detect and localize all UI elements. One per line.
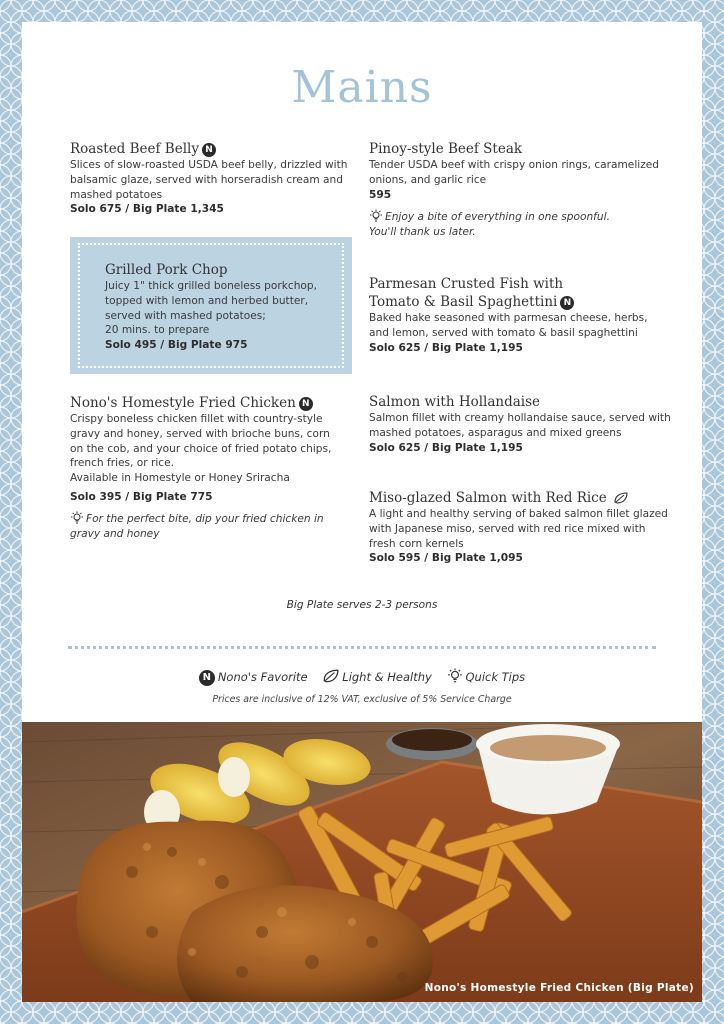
item-description: A light and healthy serving of baked salmon fillet glazed with Japanese miso, served with red rice mixed with fresh corn kernels [369,508,668,550]
quick-tip-icon [369,209,383,223]
legend-healthy [323,670,432,684]
quick-tip-icon [447,668,463,684]
legend-favorite-label: Nono's Favorite [217,670,308,684]
item-name: Salmon with Hollandaise [369,394,541,410]
legend [22,668,702,686]
light-healthy-icon [614,492,628,504]
fried-chicken-photo [22,722,702,1002]
legend-favorite [199,670,308,684]
item-name: Roasted Beef Belly [70,141,199,157]
page-title: Mains [291,62,433,113]
menu-item-salmon-hollandaise [369,393,673,456]
menu-item-miso-glazed-salmon [369,489,673,566]
legend-tips-label: Quick Tips [465,670,526,684]
legend-healthy-label: Light & Healthy [342,670,432,684]
item-name: Grilled Pork Chop [105,262,228,278]
photo-caption: Nono's Homestyle Fried Chicken (Big Plate) [424,982,694,994]
item-description: Juicy 1" thick grilled boneless porkchop, topped with lemon and herbed butter, served with mashed potatoes; [105,280,317,322]
item-description: Crispy boneless chicken fillet with country-style gravy and honey, served with brioche buns, corn on the cob, and your choice of fried potato chips, french fries, or rice. [70,413,332,470]
item-name: Pinoy-style Beef Steak [369,141,523,157]
quick-tip-icon [70,511,84,525]
menu-item-parmesan-crusted-fish [369,275,669,356]
item-price: Solo 625 / Big Plate 1,195 [369,441,523,454]
item-prep-note: 20 mins. to prepare [105,324,210,337]
item-name: Parmesan Crusted Fish with Tomato & Basil Spaghettini [369,276,564,310]
item-price: Solo 675 / Big Plate 1,345 [70,203,224,216]
vat-note: Prices are inclusive of 12% VAT, exclusive of 5% Service Charge [212,694,512,705]
menu-item-grilled-pork-chop [105,261,325,353]
item-description: Salmon fillet with creamy hollandaise sauce, served with mashed potatoes, asparagus and mixed greens [369,412,671,439]
light-healthy-icon [323,669,339,683]
item-description: Tender USDA beef with crispy onion rings, caramelized onions, and garlic rice [369,159,660,186]
nonos-favorite-icon: N [560,296,574,310]
item-description: Slices of slow-roasted USDA beef belly, drizzled with balsamic glaze, served with horseradish cream and mashed potatoes [70,159,348,201]
item-price: Solo 595 / Big Plate 1,095 [369,552,523,565]
food-photo [22,722,702,1002]
nonos-favorite-icon: N [299,397,313,411]
tip-text: Enjoy a bite of everything in one spoonful. You'll thank us later. [369,210,610,238]
item-description: Baked hake seasoned with parmesan cheese, herbs, and lemon, served with tomato & basil spaghettini [369,312,648,339]
featured-item-box [70,237,352,374]
serving-note: Big Plate serves 2-3 persons [286,599,438,611]
nonos-favorite-icon: N [199,670,215,686]
item-price: Solo 625 / Big Plate 1,195 [369,341,523,354]
legend-tips [447,670,525,684]
item-price: Solo 495 / Big Plate 975 [105,339,248,352]
dotted-divider [68,646,656,649]
tip-text: For the perfect bite, dip your fried chicken in gravy and honey [70,512,324,540]
item-name: Nono's Homestyle Fried Chicken [70,395,296,411]
menu-item-homestyle-fried-chicken [70,394,336,542]
menu-page [22,22,702,1002]
item-availability-note: Available in Homestyle or Honey Sriracha [70,472,290,485]
menu-item-pinoy-style-beef-steak [369,140,673,240]
nonos-favorite-icon: N [202,143,216,157]
item-price: Solo 395 / Big Plate 775 [70,490,213,503]
item-name: Miso-glazed Salmon with Red Rice [369,490,607,506]
menu-item-roasted-beef-belly [70,140,362,217]
item-price: 595 [369,188,392,201]
